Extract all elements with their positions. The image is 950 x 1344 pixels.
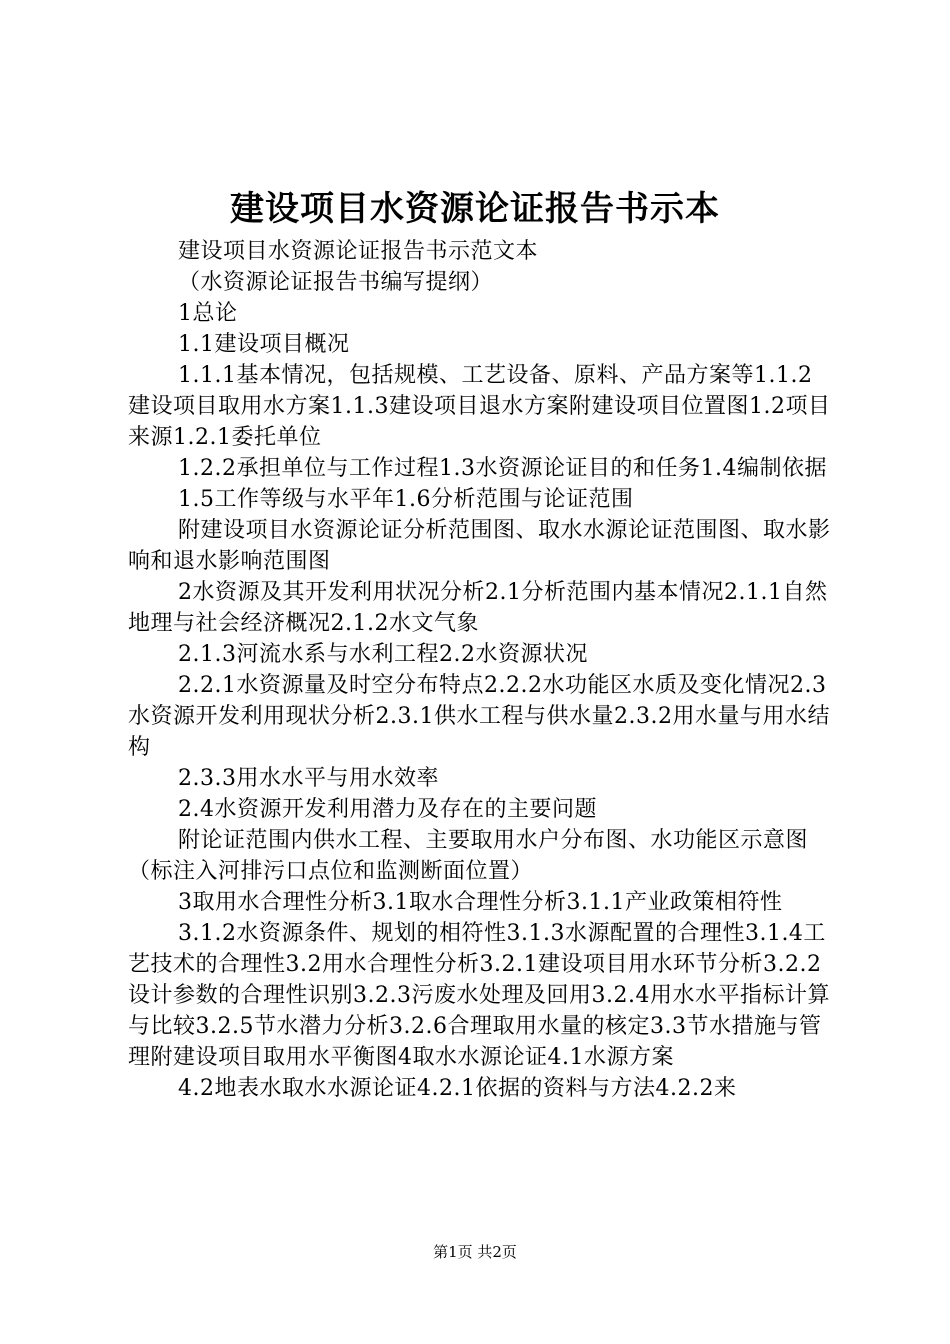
paragraph: 2.3.3用水水平与用水效率 bbox=[178, 766, 439, 791]
paragraph: 2水资源及其开发利用状况分析2.1分析范围内基本情况2.1.1自然地理与社会经济概况2.1.2水文气象 bbox=[128, 580, 828, 636]
paragraph: 3.1.2水资源条件、规划的相符性3.1.3水源配置的合理性3.1.4工艺技术的合理性3.2用水合理性分析3.2.1建设项目用水环节分析3.2.2设计参数的合理性识别3.2.3污废水处理及回用3.2.4用水水平指标计算与比较3.2.5节水潜力分析3.2.6合理取用水量的核定3.3节水措施与管理附建设项目取用水平衡图4取水水源论证4.1水源方案 bbox=[128, 921, 830, 1070]
paragraph: 3取用水合理性分析3.1取水合理性分析3.1.1产业政策相符性 bbox=[178, 890, 783, 915]
paragraph: 2.2.1水资源量及时空分布特点2.2.2水功能区水质及变化情况2.3水资源开发利用现状分析2.3.1供水工程与供水量2.3.2用水量与用水结构 bbox=[128, 673, 830, 760]
paragraph: 1总论 bbox=[178, 301, 238, 326]
paragraph: 1.2.2承担单位与工作过程1.3水资源论证目的和任务1.4编制依据 bbox=[178, 456, 827, 481]
paragraph: 附论证范围内供水工程、主要取用水户分布图、水功能区示意图（标注入河排污口点位和监测断面位置） bbox=[128, 828, 809, 884]
paragraph: 1.5工作等级与水平年1.6分析范围与论证范围 bbox=[178, 487, 634, 512]
page-footer: 第1页 共2页 bbox=[433, 1243, 517, 1261]
paragraph: 附建设项目水资源论证分析范围图、取水水源论证范围图、取水影响和退水影响范围图 bbox=[128, 518, 831, 574]
paragraph: 1.1.1基本情况，包括规模、工艺设备、原料、产品方案等1.1.2建设项目取用水方案1.1.3建设项目退水方案附建设项目位置图1.2项目来源1.2.1委托单位 bbox=[128, 363, 831, 450]
paragraph: 4.2地表水取水水源论证4.2.1依据的资料与方法4.2.2来 bbox=[178, 1076, 737, 1101]
paragraph: 1.1建设项目概况 bbox=[178, 332, 350, 357]
document-title: 建设项目水资源论证报告书示本 bbox=[230, 189, 720, 229]
paragraph: （水资源论证报告书编写提纲） bbox=[178, 270, 494, 295]
paragraph: 2.4水资源开发利用潜力及存在的主要问题 bbox=[178, 797, 597, 822]
document-body bbox=[128, 236, 834, 1104]
paragraph: 建设项目水资源论证报告书示范文本 bbox=[178, 239, 539, 264]
paragraph: 2.1.3河流水系与水利工程2.2水资源状况 bbox=[178, 642, 588, 667]
